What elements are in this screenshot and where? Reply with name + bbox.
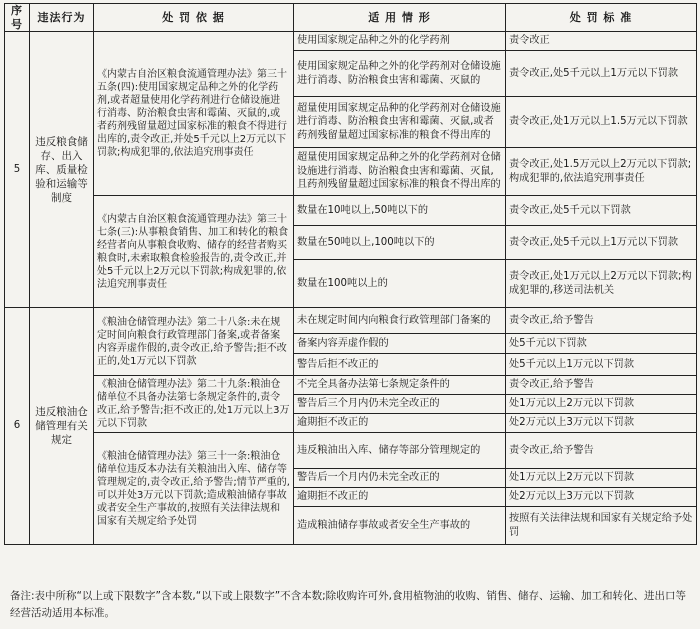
table-row xyxy=(5,308,697,334)
violation-act: 违反粮食储存、出入库、质量检验和运输等制度 xyxy=(30,32,94,308)
condition-cell: 数量在100吨以上的 xyxy=(294,260,506,308)
condition-cell: 违反粮油出入库、储存等部分管理规定的 xyxy=(294,433,506,469)
table-row xyxy=(5,196,697,226)
condition-cell: 未在规定时间内向粮食行政管理部门备案的 xyxy=(294,308,506,334)
standard-cell: 责令改正,处1万元以上2万元以下罚款;构成犯罪的,移送司法机关 xyxy=(506,260,697,308)
standard-cell: 责令改正,处1万元以上1.5万元以下罚款 xyxy=(506,97,697,148)
header-act: 违法行为 xyxy=(30,4,94,32)
standard-cell: 处2万元以上3万元以下罚款 xyxy=(506,414,697,433)
standard-cell: 责令改正,处5千元以上1万元以下罚款 xyxy=(506,226,697,260)
condition-cell: 警告后三个月内仍未完全改正的 xyxy=(294,395,506,414)
penalty-basis: 《粮油仓储管理办法》第二十九条:粮油仓储单位不具备办法第七条规定条件的,责令改正,给予警告;拒不改正的,处1万元以上3万元以下罚款 xyxy=(94,376,294,433)
standard-cell: 责令改正,处5千元以下罚款 xyxy=(506,196,697,226)
row-no: 5 xyxy=(5,32,30,308)
standard-cell: 按照有关法律法规和国家有关规定给予处罚 xyxy=(506,507,697,545)
standard-cell: 责令改正,处1.5万元以上2万元以下罚款;构成犯罪的,依法追究刑事责任 xyxy=(506,148,697,196)
table-row xyxy=(5,433,697,469)
header-basis: 处 罚 依 据 xyxy=(94,4,294,32)
standard-cell: 处1万元以上2万元以下罚款 xyxy=(506,469,697,488)
penalty-basis: 《粮油仓储管理办法》第三十一条:粮油仓储单位违反本办法有关粮油出入库、储存等管理规定的,责令改正,给予警告;情节严重的,可以并处3万元以下罚款;造成粮油储存事故或者安全生产事故的,按照有关法律法规和国家有关规定给予处罚 xyxy=(94,433,294,545)
violation-act: 违反粮油仓储管理有关规定 xyxy=(30,308,94,545)
standard-cell: 处2万元以上3万元以下罚款 xyxy=(506,488,697,507)
condition-cell: 使用国家规定品种之外的化学药剂 xyxy=(294,32,506,51)
condition-cell: 逾期拒不改正的 xyxy=(294,414,506,433)
standard-cell: 责令改正,处5千元以上1万元以下罚款 xyxy=(506,51,697,97)
standard-cell: 处1万元以上2万元以下罚款 xyxy=(506,395,697,414)
penalty-basis: 《内蒙古自治区粮食流通管理办法》第三十五条(四):使用国家规定品种之外的化学药剂,或者超量使用化学药剂进行仓储设施进行消毒、防治粮食虫害和霉菌、灭鼠的,或者药剂残留量超过国家标准的粮食不得进行出库的,责令改正,并处5千元以上2万元以下罚款;构成犯罪的,依法追究刑事责任 xyxy=(94,32,294,196)
standard-cell: 处5千元以上1万元以下罚款 xyxy=(506,354,697,376)
condition-cell: 逾期拒不改正的 xyxy=(294,488,506,507)
standard-cell: 责令改正,给予警告 xyxy=(506,308,697,334)
condition-cell: 数量在50吨以上,100吨以下的 xyxy=(294,226,506,260)
standard-cell: 处5千元以下罚款 xyxy=(506,334,697,354)
row-no: 6 xyxy=(5,308,30,545)
table-footnote: 备注:表中所称“以上或下限数字”含本数,“以下或上限数字”不含本数;除收购许可外,食用植物油的收购、销售、储存、运输、加工和转化、进出口等经营活动适用本标准。 xyxy=(10,590,687,619)
table-row xyxy=(5,32,697,51)
standard-cell: 责令改正,给予警告 xyxy=(506,376,697,395)
condition-cell: 数量在10吨以上,50吨以下的 xyxy=(294,196,506,226)
condition-cell: 警告后一个月内仍未完全改正的 xyxy=(294,469,506,488)
penalty-basis: 《内蒙古自治区粮食流通管理办法》第三十七条(三):从事粮食销售、加工和转化的粮食经营者向从事粮食收购、储存的经营者购买粮食时,未索取粮食检验报告的,责令改正,并处5千元以上2万元以下罚款;构成犯罪的,依法追究刑事责任 xyxy=(94,196,294,308)
penalty-basis: 《粮油仓储管理办法》第二十八条:未在规定时间向粮食行政管理部门备案,或者备案内容弄虚作假的,责令改正,给予警告;拒不改正的,处1万元以下罚款 xyxy=(94,308,294,376)
condition-cell: 超量使用国家规定品种的化学药剂对仓储设施进行消毒、防治粮食虫害和霉菌、灭鼠,或者药剂残留量超过国家标准的粮食不得出库的 xyxy=(294,97,506,148)
condition-cell: 超量使用国家规定品种之外的化学药剂对仓储设施进行消毒、防治粮食虫害和霉菌、灭鼠,且药剂残留量超过国家标准的粮食不得出库的 xyxy=(294,148,506,196)
header-row xyxy=(5,4,697,32)
condition-cell: 备案内容弄虚作假的 xyxy=(294,334,506,354)
condition-cell: 警告后拒不改正的 xyxy=(294,354,506,376)
standard-cell: 责令改正 xyxy=(506,32,697,51)
condition-cell: 不完全具备办法第七条规定条件的 xyxy=(294,376,506,395)
condition-cell: 使用国家规定品种之外的化学药剂对仓储设施进行消毒、防治粮食虫害和霉菌、灭鼠的 xyxy=(294,51,506,97)
standard-cell: 责令改正,给予警告 xyxy=(506,433,697,469)
header-cond: 适 用 情 形 xyxy=(294,4,506,32)
table-row xyxy=(5,376,697,395)
condition-cell: 造成粮油储存事故或者安全生产事故的 xyxy=(294,507,506,545)
header-no: 序号 xyxy=(5,4,30,32)
header-std: 处 罚 标 准 xyxy=(506,4,697,32)
penalty-table xyxy=(4,3,697,545)
